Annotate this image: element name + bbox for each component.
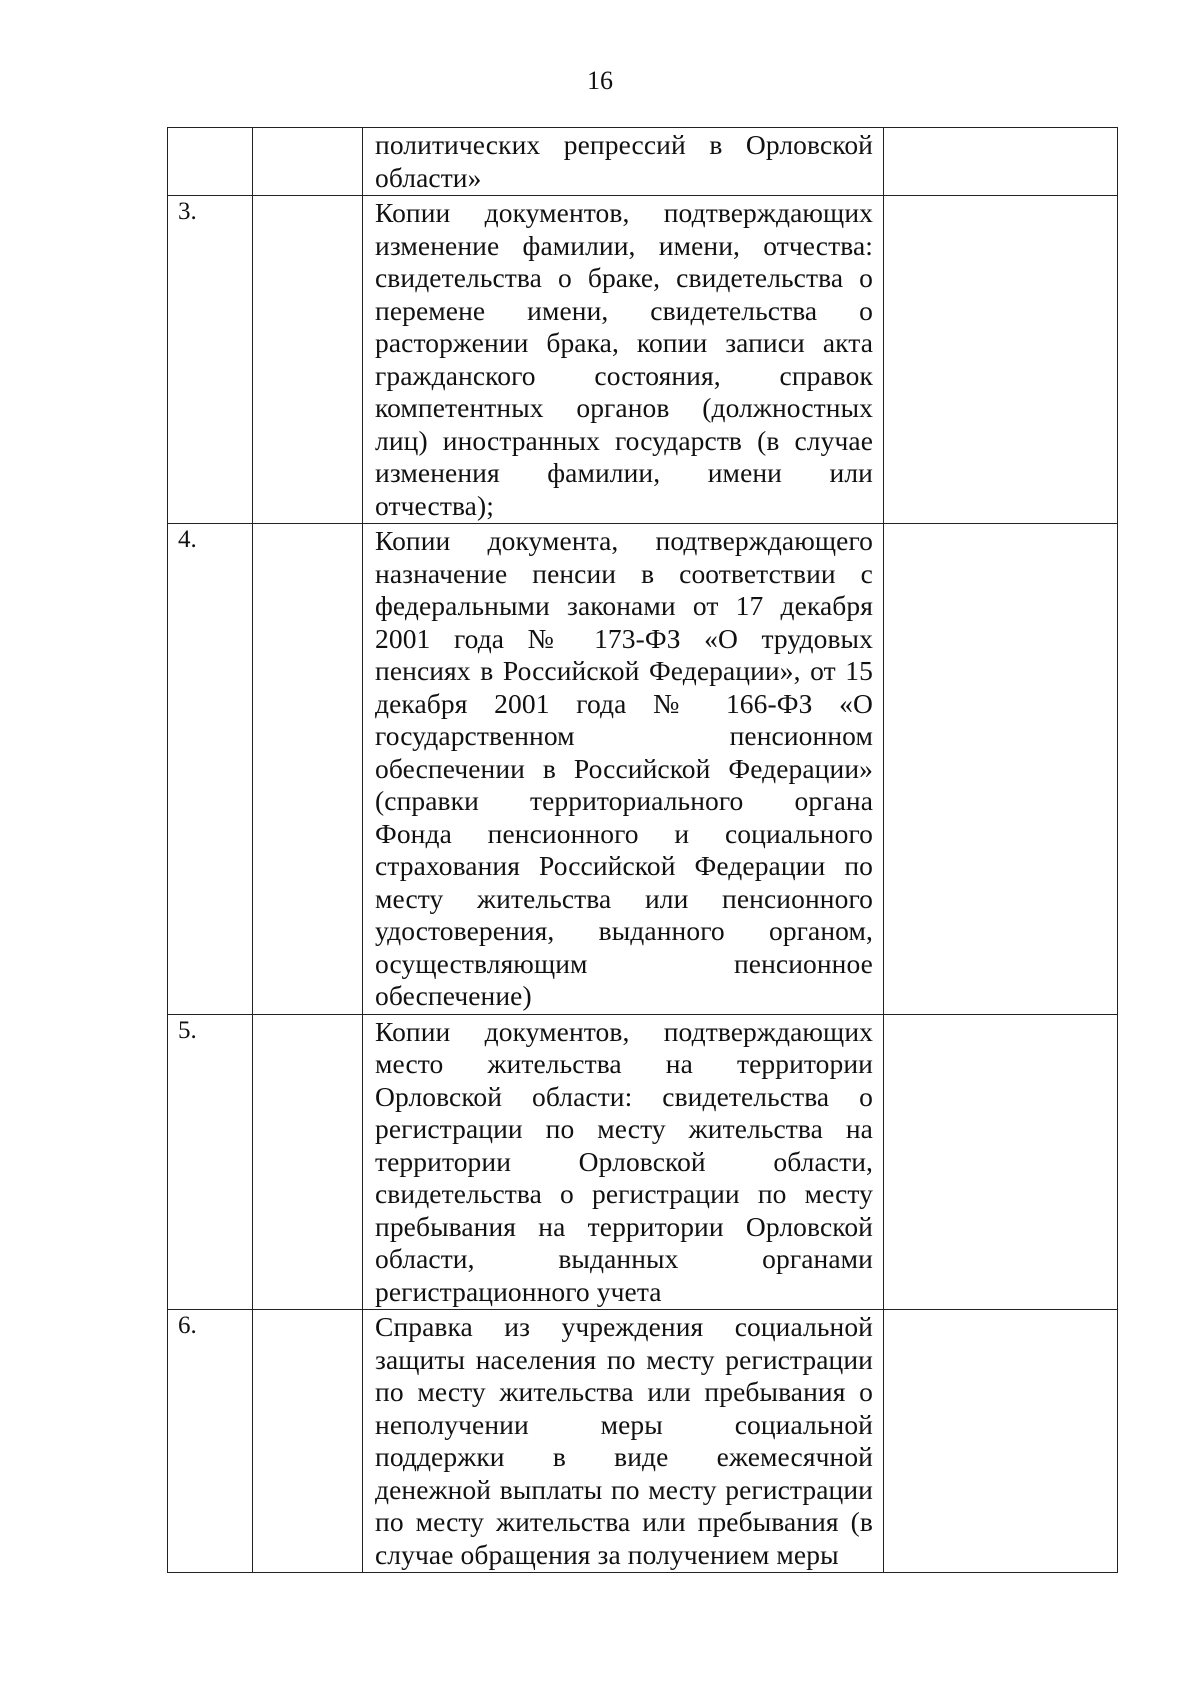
text-line: отчества); — [375, 489, 494, 521]
table-row — [168, 128, 1118, 196]
table-row — [168, 196, 1118, 524]
row-number: 4. — [168, 524, 253, 1015]
text-line: пенсиях в Российской Федерации», от 15 — [375, 655, 873, 686]
text-line: изменения фамилии, имени или — [375, 457, 873, 488]
empty-cell — [884, 1310, 1118, 1573]
empty-cell — [253, 1310, 363, 1573]
empty-cell — [884, 524, 1118, 1015]
text-line: Копии документов, подтверждающих — [375, 1015, 873, 1047]
text-line: перемене имени, свидетельства о — [375, 294, 873, 326]
document-description — [363, 1014, 884, 1310]
text-line: политических репрессий в Орловской — [375, 129, 873, 160]
row-number: 6. — [168, 1310, 253, 1573]
table-row — [168, 1014, 1118, 1310]
text-line: федеральными законами от 17 декабря — [375, 590, 873, 621]
text-line: удостоверения, выданного органом, — [375, 915, 873, 946]
empty-cell — [253, 524, 363, 1015]
empty-cell — [884, 1014, 1118, 1310]
empty-cell — [253, 128, 363, 196]
page-number: 16 — [587, 66, 613, 95]
text-line: гражданского состояния, справок — [375, 359, 873, 391]
text-line: регистрации по месту жительства на — [375, 1113, 873, 1144]
text-line: пребывания на территории Орловской — [375, 1210, 873, 1242]
text-line: (справки территориального органа — [375, 785, 873, 816]
text-line: защиты населения по месту регистрации — [375, 1343, 873, 1375]
text-line: место жительства на территории — [375, 1048, 873, 1079]
text-line: осуществляющим пенсионное — [375, 947, 873, 979]
text-line: обеспечение) — [375, 980, 532, 1011]
text-line: свидетельства о регистрации по месту — [375, 1178, 873, 1209]
document-description — [363, 128, 884, 196]
text-line: государственном пенсионном — [375, 720, 873, 751]
empty-cell — [253, 1014, 363, 1310]
text-line: Орловской области: свидетельства о — [375, 1080, 873, 1112]
row-number: 3. — [168, 196, 253, 524]
text-line: Справка из учреждения социальной — [375, 1311, 873, 1342]
row-number — [168, 128, 253, 196]
text-line: изменение фамилии, имени, отчества: — [375, 229, 873, 261]
text-line: Фонда пенсионного и социального — [375, 817, 873, 849]
text-line: свидетельства о браке, свидетельства о — [375, 262, 873, 293]
table-row — [168, 1310, 1118, 1573]
empty-cell — [253, 196, 363, 524]
text-line: области, выданных органами — [375, 1243, 873, 1274]
text-line: территории Орловской области, — [375, 1145, 873, 1177]
text-line: страхования Российской Федерации по — [375, 850, 873, 881]
text-line: регистрационного учета — [375, 1275, 662, 1307]
text-line: назначение пенсии в соответствии с — [375, 557, 873, 589]
documents-table — [167, 127, 1118, 1573]
text-line: по месту жительства или пребывания (в — [375, 1506, 873, 1537]
table-body — [168, 128, 1118, 1573]
document-description — [363, 524, 884, 1015]
text-line: лиц) иностранных государств (в случае — [375, 424, 873, 456]
table-row — [168, 524, 1118, 1015]
text-line: обеспечении в Российской Федерации» — [375, 752, 873, 784]
row-number: 5. — [168, 1014, 253, 1310]
empty-cell — [884, 196, 1118, 524]
text-line: неполучении меры социальной — [375, 1408, 873, 1440]
text-line: случае обращения за получением меры — [375, 1538, 839, 1570]
text-line: месту жительства или пенсионного — [375, 882, 873, 914]
text-line: 2001 года № 173-ФЗ «О трудовых — [375, 622, 873, 654]
document-description — [363, 196, 884, 524]
text-line: расторжении брака, копии записи акта — [375, 327, 873, 358]
text-line: Копии документов, подтверждающих — [375, 197, 873, 228]
text-line: компетентных органов (должностных — [375, 392, 873, 423]
text-line: денежной выплаты по месту регистрации — [375, 1473, 873, 1505]
document-description — [363, 1310, 884, 1573]
text-line: Копии документа, подтверждающего — [375, 525, 873, 556]
text-line: области» — [375, 161, 482, 193]
text-line: декабря 2001 года № 166-ФЗ «О — [375, 687, 873, 719]
text-line: поддержки в виде ежемесячной — [375, 1441, 873, 1472]
text-line: по месту жительства или пребывания о — [375, 1376, 873, 1407]
empty-cell — [884, 128, 1118, 196]
